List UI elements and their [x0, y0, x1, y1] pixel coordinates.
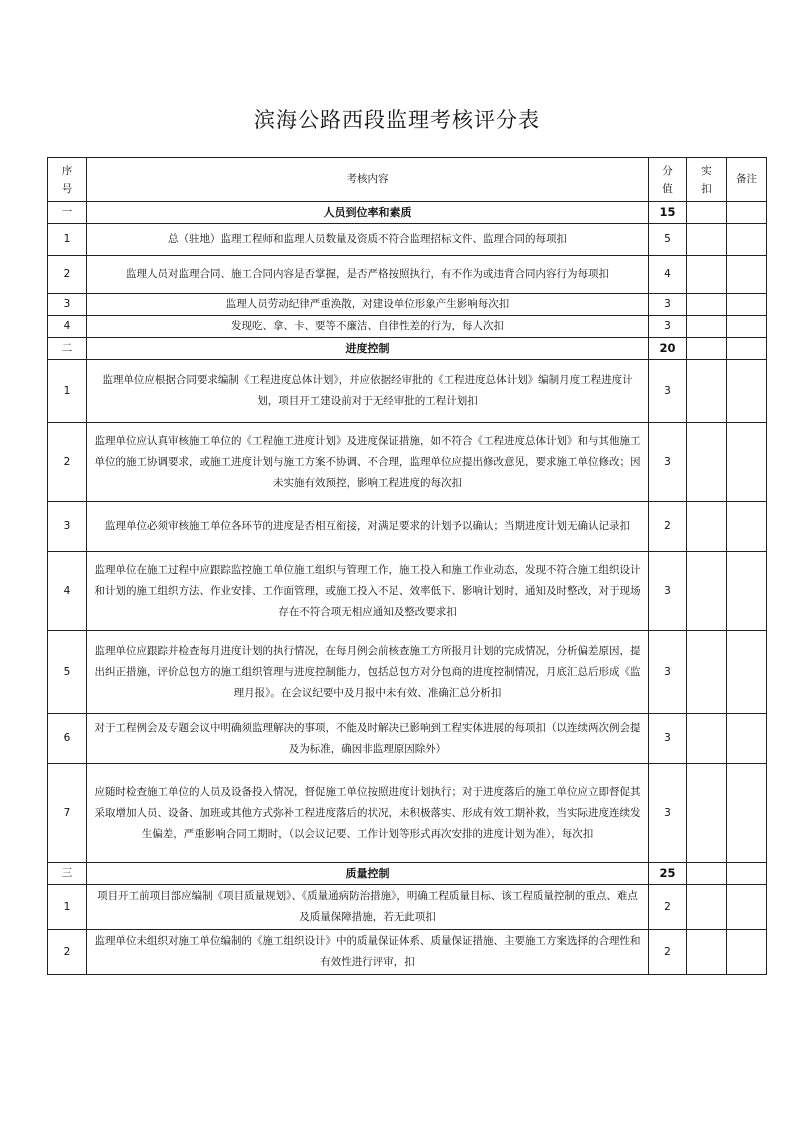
row-content: 监理人员劳动纪律严重涣散，对建设单位形象产生影响每次扣	[87, 294, 649, 316]
remark-cell	[727, 552, 767, 631]
row-number: 1	[48, 360, 87, 423]
assessment-table	[47, 157, 767, 975]
row-score: 2	[649, 502, 687, 552]
row-content: 监理单位应认真审核施工单位的《工程施工进度计划》及进度保证措施，如不符合《工程进度总体计划》和与其他施工单位的施工协调要求，或施工进度计划与施工方案不协调、不合理，监理单位应提出修改意见，要求施工单位修改；因未实施有效预控，影响工程进度的每次扣	[87, 423, 649, 502]
table-row	[48, 631, 767, 714]
actual-cell	[687, 338, 727, 360]
remark-cell	[727, 764, 767, 863]
remark-cell	[727, 930, 767, 975]
row-score: 3	[649, 316, 687, 338]
actual-cell	[687, 360, 727, 423]
table-row	[48, 224, 767, 256]
header-score: 分值	[649, 158, 687, 202]
actual-cell	[687, 863, 727, 885]
table-row	[48, 552, 767, 631]
actual-cell	[687, 294, 727, 316]
section-row	[48, 202, 767, 224]
actual-cell	[687, 202, 727, 224]
section-name: 进度控制	[87, 338, 649, 360]
header-actual: 实扣	[687, 158, 727, 202]
remark-cell	[727, 502, 767, 552]
actual-cell	[687, 930, 727, 975]
row-content: 监理单位必须审核施工单位各环节的进度是否相互衔接，对满足要求的计划予以确认；当期进度计划无确认记录扣	[87, 502, 649, 552]
row-content: 发现吃、拿、卡、要等不廉洁、自律性差的行为，每人次扣	[87, 316, 649, 338]
row-number: 7	[48, 764, 87, 863]
row-content: 监理单位在施工过程中应跟踪监控施工单位施工组织与管理工作，施工投入和施工作业动态，发现不符合施工组织设计和计划的施工组织方法、作业安排、工作面管理，或施工投入不足、效率低下、影响计划时，通知及时整改，对于现场存在不符合项无相应通知及整改要求扣	[87, 552, 649, 631]
row-score: 3	[649, 294, 687, 316]
section-score: 25	[649, 863, 687, 885]
row-score: 5	[649, 224, 687, 256]
row-content: 项目开工前项目部应编制《项目质量规划》、《质量通病防治措施》，明确工程质量目标、该工程质量控制的重点、难点及质量保障措施，若无此项扣	[87, 885, 649, 930]
row-content: 监理单位应根据合同要求编制《工程进度总体计划》，并应依据经审批的《工程进度总体计划》编制月度工程进度计划，项目开工建设前对于无经审批的工程计划扣	[87, 360, 649, 423]
row-content: 应随时检查施工单位的人员及设备投入情况，督促施工单位按照进度计划执行；对于进度落后的施工单位应立即督促其采取增加人员、设备、加班或其他方式弥补工程进度落后的状况，未积极落实、形成有效工期补救，当实际进度连续发生偏差，严重影响合同工期时，（以会议记要、工作计划等形式再次安排的进度计划为准），每次扣	[87, 764, 649, 863]
actual-cell	[687, 714, 727, 764]
actual-cell	[687, 764, 727, 863]
section-row	[48, 338, 767, 360]
row-number: 4	[48, 316, 87, 338]
section-score: 20	[649, 338, 687, 360]
remark-cell	[727, 360, 767, 423]
actual-cell	[687, 631, 727, 714]
remark-cell	[727, 294, 767, 316]
row-content: 监理人员对监理合同、施工合同内容是否掌握，是否严格按照执行，有不作为或违背合同内容行为每项扣	[87, 256, 649, 294]
remark-cell	[727, 714, 767, 764]
row-content: 监理单位未组织对施工单位编制的《施工组织设计》中的质量保证体系、质量保证措施、主要施工方案选择的合理性和有效性进行评审，扣	[87, 930, 649, 975]
section-name: 质量控制	[87, 863, 649, 885]
row-score: 3	[649, 360, 687, 423]
section-name: 人员到位率和素质	[87, 202, 649, 224]
remark-cell	[727, 338, 767, 360]
row-content: 总（驻地）监理工程师和监理人员数量及资质不符合监理招标文件、监理合同的每项扣	[87, 224, 649, 256]
row-score: 3	[649, 423, 687, 502]
remark-cell	[727, 423, 767, 502]
header-remark: 备注	[727, 158, 767, 202]
remark-cell	[727, 885, 767, 930]
row-content: 监理单位应跟踪并检查每月进度计划的执行情况，在每月例会前核查施工方所报月计划的完成情况，分析偏差原因，提出纠正措施，评价总包方的施工组织管理与进度控制能力，包括总包方对分包商的进度控制情况，月底汇总后形成《监理月报》。在会议纪要中及月报中未有效、准确汇总分析扣	[87, 631, 649, 714]
document-title: 滨海公路西段监理考核评分表	[254, 108, 540, 132]
header-row	[48, 158, 767, 202]
row-number: 3	[48, 502, 87, 552]
table-row	[48, 423, 767, 502]
actual-cell	[687, 552, 727, 631]
table-row	[48, 360, 767, 423]
remark-cell	[727, 631, 767, 714]
row-number: 3	[48, 294, 87, 316]
row-number: 2	[48, 423, 87, 502]
row-score: 3	[649, 552, 687, 631]
table-row	[48, 885, 767, 930]
remark-cell	[727, 863, 767, 885]
table-row	[48, 930, 767, 975]
row-number: 2	[48, 256, 87, 294]
table-row	[48, 294, 767, 316]
section-number: 三	[48, 863, 87, 885]
row-score: 4	[649, 256, 687, 294]
row-number: 1	[48, 885, 87, 930]
table-row	[48, 502, 767, 552]
section-row	[48, 863, 767, 885]
row-score: 2	[649, 885, 687, 930]
actual-cell	[687, 224, 727, 256]
table-row	[48, 764, 767, 863]
section-number: 一	[48, 202, 87, 224]
actual-cell	[687, 423, 727, 502]
remark-cell	[727, 224, 767, 256]
table-row	[48, 256, 767, 294]
section-number: 二	[48, 338, 87, 360]
actual-cell	[687, 885, 727, 930]
actual-cell	[687, 316, 727, 338]
row-number: 1	[48, 224, 87, 256]
row-score: 3	[649, 714, 687, 764]
table-row	[48, 714, 767, 764]
header-content: 考核内容	[87, 158, 649, 202]
row-score: 2	[649, 930, 687, 975]
section-score: 15	[649, 202, 687, 224]
actual-cell	[687, 256, 727, 294]
table-row	[48, 316, 767, 338]
row-number: 5	[48, 631, 87, 714]
row-number: 2	[48, 930, 87, 975]
row-content: 对于工程例会及专题会议中明确须监理解决的事项，不能及时解决已影响到工程实体进展的每项扣（以连续两次例会提及为标准，确因非监理原因除外）	[87, 714, 649, 764]
remark-cell	[727, 202, 767, 224]
row-number: 4	[48, 552, 87, 631]
row-score: 3	[649, 631, 687, 714]
remark-cell	[727, 256, 767, 294]
actual-cell	[687, 502, 727, 552]
row-number: 6	[48, 714, 87, 764]
row-score: 3	[649, 764, 687, 863]
header-seq: 序号	[48, 158, 87, 202]
remark-cell	[727, 316, 767, 338]
